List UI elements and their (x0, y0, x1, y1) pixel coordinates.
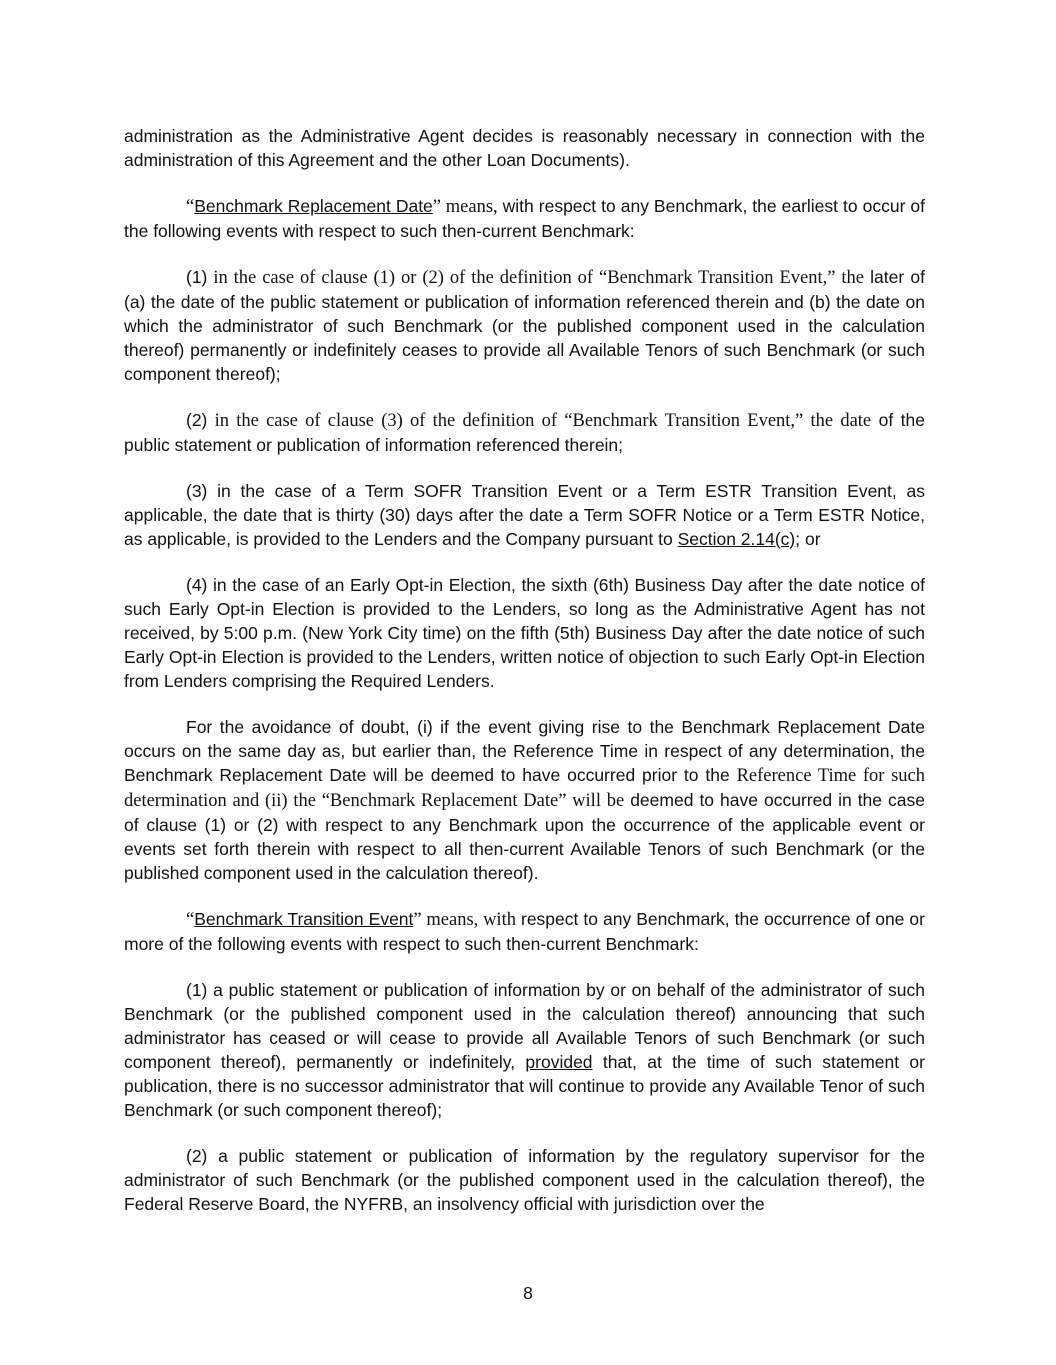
clause-number: (1) (186, 267, 208, 287)
page-number: 8 (523, 1283, 533, 1303)
clause-3 (124, 479, 925, 551)
clause-serif-text: in the case of clause (1) or (2) of the definition of “Benchmark Transition Event,” the (207, 268, 864, 288)
open-quote: “ (186, 910, 195, 930)
means-word: ” means, (432, 197, 498, 217)
paragraph-continuation: administration as the Administrative Agent decides is reasonably necessary in connection with the administration of this Agreement and the other Loan Documents). (124, 126, 925, 170)
definition-text: respect to any Benchmark, the occurrence of one or more of the following events with respect to such then-current Benchmark: (124, 909, 925, 954)
avoidance-of-doubt-paragraph (124, 715, 925, 885)
paragraph-serif-text: Reference Time for such determination and (ii) the “Benchmark Replacement Date” will be (124, 766, 925, 811)
document-body (124, 124, 925, 1238)
clause-text: of the public statement or publication of information referenced therein; (124, 410, 925, 455)
clause-number: (2) (186, 410, 208, 430)
clause-text-end: that, at the time of such statement or publication, there is no successor administrator that will continue to provide any Available Tenor of such Benchmark (or such component thereof); (124, 1052, 925, 1120)
clause-tail: ; or (795, 529, 821, 549)
clause-text: (1) a public statement or publication of information by or on behalf of the administrator of such Benchmark (or the published component used in the calculation thereof) announcing that such administrator has ceased or will cease to provide all Available Tenors of such Benchmark (or such component thereof), permanently or indefinitely, (124, 980, 925, 1072)
clause-4: (4) in the case of an Early Opt-in Election, the sixth (6th) Business Day after the date notice of such Early Opt-in Election is provided to the Lenders, so long as the Administrative Agent has not received, by 5:00 p.m. (New York City time) on the fifth (5th) Business Day after the date notice of such Early Opt-in Election is provided to the Lenders, written notice of objection to such Early Opt-in Election from Lenders comprising the Required Lenders. (124, 575, 925, 691)
paragraph-text-end: deemed to have occurred in the case of clause (1) or (2) with respect to any Benchmark upon the occurrence of the applicable event or events set forth therein with respect to all then-current Available Tenors of such Benchmark (or the published component used in the calculation thereof). (124, 790, 925, 883)
clause-serif-text: in the case of clause (3) of the definition of “Benchmark Transition Event,” the date (207, 411, 872, 431)
event-clause-1 (124, 978, 925, 1122)
definition-text: with respect to any Benchmark, the earliest to occur of the following events with respect to such then-current Benchmark: (124, 196, 925, 241)
definition-benchmark-transition-event (124, 907, 925, 956)
clause-1 (124, 265, 925, 386)
open-quote: “ (186, 197, 195, 217)
provided-term: provided (525, 1052, 593, 1072)
clause-text: later of (a) the date of the public statement or publication of information referenced therein and (b) the date on which the administrator of such Benchmark (or the published component used in the calculation thereof) permanently or indefinitely ceases to provide all Available Tenors of such Benchmark (or such component thereof); (124, 267, 925, 384)
definition-benchmark-replacement-date (124, 194, 925, 243)
defined-term: Benchmark Replacement Date (194, 196, 433, 216)
clause-text: (3) in the case of a Term SOFR Transition Event or a Term ESTR Transition Event, as applicable, the date that is thirty (30) days after the date a Term SOFR Notice or a Term ESTR Notice, as applicable, is provided to the Lenders and the Company pursuant to (124, 481, 925, 549)
defined-term: Benchmark Transition Event (194, 909, 414, 929)
clause-2 (124, 408, 925, 457)
means-word: ” means, with (413, 910, 516, 930)
paragraph-text: For the avoidance of doubt, (i) if the event giving rise to the Benchmark Replacement Date occurs on the same day as, but earlier than, the Reference Time in respect of any determination, the Benchmark Replacement Date will be deemed to have occurred prior to the (124, 717, 925, 785)
event-clause-2: (2) a public statement or publication of information by the regulatory supervisor for the administrator of such Benchmark (or the published component used in the calculation thereof), the Federal Reserve Board, the NYFRB, an insolvency official with jurisdiction over the (124, 1146, 925, 1214)
section-reference: Section 2.14(c) (677, 529, 796, 549)
